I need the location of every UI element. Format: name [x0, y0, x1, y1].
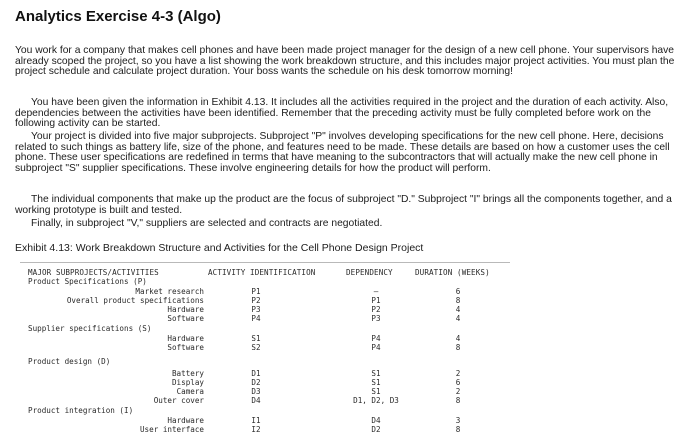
activity-id: S1 [251, 334, 261, 343]
activity-name: Hardware [167, 334, 204, 343]
activity-id: I2 [251, 425, 261, 434]
activity-name: Overall product specifications [66, 296, 204, 305]
activity-dependency: D4 [371, 416, 381, 425]
activity-duration: 2 [455, 387, 461, 396]
intro-paragraph: You work for a company that makes cell phones and have been made project manager for the design of a new cell phone. Your supervisors have already scoped the project, so you have a list showing the work breakdown structure, and this includes major project activities. You must plan the project schedule and calculate project duration. Your boss wants the schedule on his desk tomorrow morning! [15, 45, 675, 78]
activity-id: D3 [251, 387, 261, 396]
activity-duration: 6 [455, 287, 461, 296]
suppliers-paragraph: Finally, in subproject "V," suppliers are selected and contracts are negotiated. [31, 218, 383, 229]
wbs-table [20, 262, 510, 438]
group-label: Product Specifications (P) [28, 277, 147, 286]
activity-dependency: — [373, 287, 379, 296]
activity-dependency: S1 [371, 369, 381, 378]
activity-duration: 4 [455, 334, 461, 343]
activity-dependency: P3 [371, 314, 381, 323]
activity-dependency: P4 [371, 343, 381, 352]
activity-name: Camera [176, 387, 204, 396]
group-label: Product design (D) [28, 357, 111, 366]
activity-id: D4 [251, 396, 261, 405]
activity-duration: 8 [455, 425, 461, 434]
activity-dependency: P2 [371, 305, 381, 314]
activity-id: I1 [251, 416, 261, 425]
header-identification: ACTIVITY IDENTIFICATION [208, 268, 316, 277]
activity-dependency: P1 [371, 296, 381, 305]
activity-id: D1 [251, 369, 261, 378]
activity-dependency: S1 [371, 378, 381, 387]
activity-id: D2 [251, 378, 261, 387]
header-duration: DURATION (WEEKS) [415, 268, 490, 277]
exhibit-caption: Exhibit 4.13: Work Breakdown Structure and Activities for the Cell Phone Design Project [15, 242, 424, 254]
activity-dependency: P4 [371, 334, 381, 343]
activity-dependency: D1, D2, D3 [353, 396, 399, 405]
activity-name: Hardware [167, 305, 204, 314]
group-label: Supplier specifications (S) [28, 324, 152, 333]
header-activities: MAJOR SUBPROJECTS/ACTIVITIES [28, 268, 159, 277]
activity-duration: 8 [455, 296, 461, 305]
exhibit-paragraph: You have been given the information in Exhibit 4.13. It includes all the activities required in the project and the duration of each activity. Also, dependencies between the activities have been identified. Remember that the preceding activity must be fully completed before work on the following activity can be started. [15, 97, 669, 130]
activity-name: Software [167, 343, 204, 352]
activity-duration: 2 [455, 369, 461, 378]
header-dependency: DEPENDENCY [346, 268, 393, 277]
activity-duration: 4 [455, 314, 461, 323]
activity-name: Software [167, 314, 204, 323]
activity-duration: 8 [455, 343, 461, 352]
activity-name: Display [171, 378, 204, 387]
activity-dependency: D2 [371, 425, 381, 434]
activity-name: Battery [171, 369, 204, 378]
activity-id: S2 [251, 343, 261, 352]
group-label: Product integration (I) [28, 406, 134, 415]
activity-name: Outer cover [153, 396, 204, 405]
activity-id: P2 [251, 296, 261, 305]
activity-id: P3 [251, 305, 261, 314]
components-paragraph: The individual components that make up the product are the focus of subproject "D." Subproject "I" brings all the components together, and a working prototype is built and tested. [15, 194, 672, 216]
activity-name: User interface [139, 425, 204, 434]
page-title: Analytics Exercise 4-3 (Algo) [15, 8, 221, 25]
activity-id: P1 [251, 287, 261, 296]
activity-name: Market research [135, 287, 204, 296]
subprojects-paragraph: Your project is divided into five major subprojects. Subproject "P" involves developing specifications for the new cell phone. Here, decisions related to such things as battery life, size of the phone, and features need to be made. These details are based on how a customer uses the cell phone. These user specifications are redefined in terms that have meaning to the subcontractors that will actually make the new cell phone in subproject "S" supplier specifications. These involve engineering details for how the product will perform. [15, 131, 670, 174]
activity-id: P4 [251, 314, 261, 323]
activity-duration: 6 [455, 378, 461, 387]
activity-duration: 3 [455, 416, 461, 425]
activity-name: Hardware [167, 416, 204, 425]
activity-dependency: S1 [371, 387, 381, 396]
activity-duration: 4 [455, 305, 461, 314]
activity-duration: 8 [455, 396, 461, 405]
